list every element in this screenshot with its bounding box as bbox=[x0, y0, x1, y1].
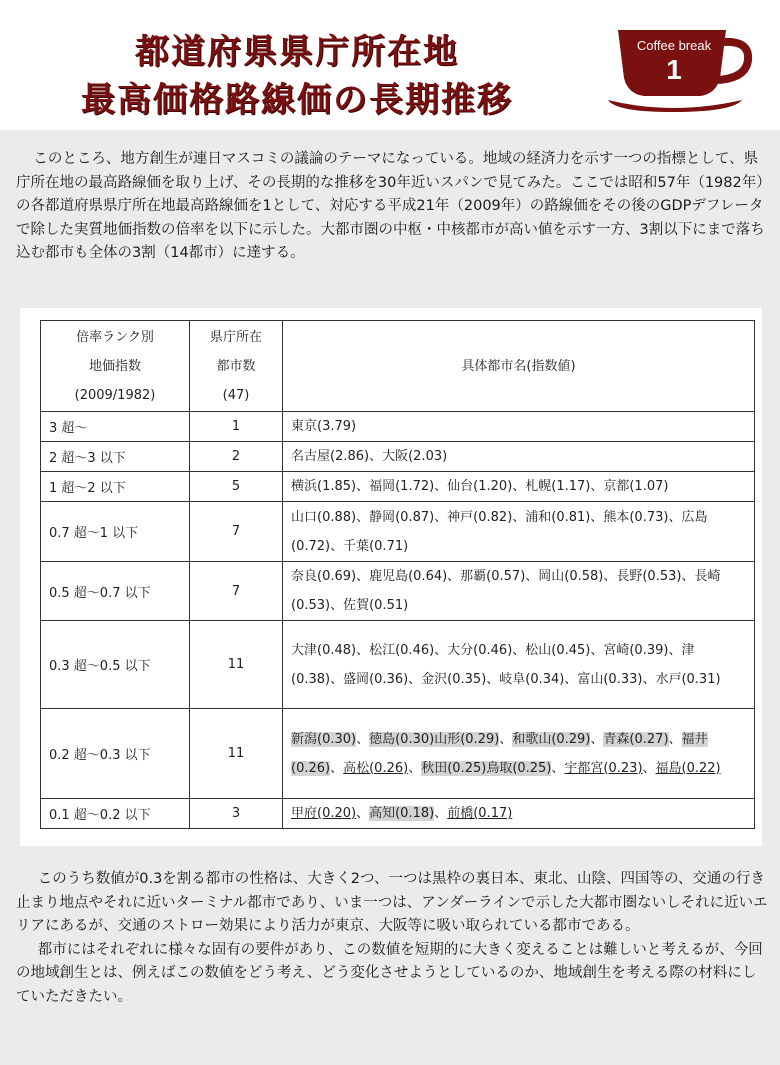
table-row bbox=[41, 412, 755, 442]
table-row bbox=[41, 709, 755, 799]
city-entry-underlined: 甲府(0.20) bbox=[291, 806, 357, 821]
closing-paragraph-2: 都市にはそれぞれに様々な固有の要件があり、この数値を短期的に大きく変えることは難しいと考えるが、今回の地域創生とは、例えばこの数値をどう考え、どう変化させようとしているのか、地域創生を考える際の材料にしていただきたい。 bbox=[16, 941, 763, 1005]
badge-label: Coffee break bbox=[636, 38, 712, 53]
city-entry-underlined: 高松(0.26) bbox=[343, 760, 409, 776]
rank-cell: 0.1 超～0.2 以下 bbox=[41, 799, 190, 829]
city-entry-highlighted: 鳥取(0.25) bbox=[486, 760, 552, 776]
separator: 、 bbox=[330, 760, 344, 776]
separator: 、 bbox=[408, 760, 422, 776]
count-cell: 3 bbox=[190, 799, 283, 829]
table-panel bbox=[20, 308, 762, 846]
city-entry-highlighted: 和歌山(0.29) bbox=[512, 731, 591, 747]
cities-cell: 名古屋(2.86)、大阪(2.03) bbox=[283, 442, 755, 472]
cities-cell: 大津(0.48)、松江(0.46)、大分(0.46)、松山(0.45)、宮崎(0.39)、津(0.38)、盛岡(0.36)、金沢(0.35)、岐阜(0.34)、富山(0.33)、水戸(0.31) bbox=[283, 621, 755, 709]
city-entry-highlighted: 徳島(0.30) bbox=[369, 731, 435, 747]
separator: 、 bbox=[434, 806, 448, 821]
table-header-row bbox=[41, 321, 755, 412]
separator: 、 bbox=[499, 731, 513, 747]
count-cell: 2 bbox=[190, 442, 283, 472]
city-entry-highlighted: 新潟(0.30) bbox=[291, 731, 357, 747]
page-title bbox=[62, 28, 532, 124]
rank-cell: 1 超～2 以下 bbox=[41, 472, 190, 502]
rank-cell: 3 超～ bbox=[41, 412, 190, 442]
table-row bbox=[41, 799, 755, 829]
city-entry-underlined: 宇都宮(0.23) bbox=[564, 760, 643, 776]
city-entry-highlighted: 福井(0.26) bbox=[291, 731, 708, 776]
table-row bbox=[41, 621, 755, 709]
cities-cell: 横浜(1.85)、福岡(1.72)、仙台(1.20)、札幌(1.17)、京都(1.07) bbox=[283, 472, 755, 502]
intro-paragraph: このところ、地方創生が連日マスコミの議論のテーマになっている。地域の経済力を示す一つの指標として、県庁所在地の最高路線価を取り上げ、その長期的な推移を30年近いスパンで見てみた。ここでは昭和57年（1982年）の各都道府県県庁所在地最高路線価を1として、対応する平成21年（2009年）の路線価をその後のGDPデフレータで除した実質地価指数の倍率を以下に示した。大都市圏の中枢・中核都市が高い値を示す一方、3割以下にまで落ち込む都市も全体の3割（14都市）に達する。 bbox=[16, 151, 765, 262]
rank-cell: 2 超～3 以下 bbox=[41, 442, 190, 472]
count-cell: 11 bbox=[190, 709, 283, 799]
table-row bbox=[41, 562, 755, 621]
city-entry-underlined: 前橋(0.17) bbox=[447, 806, 513, 821]
rank-cell: 0.7 超～1 以下 bbox=[41, 502, 190, 562]
badge-number: 1 bbox=[666, 54, 682, 85]
separator: 、 bbox=[668, 731, 682, 747]
separator: 、 bbox=[590, 731, 604, 747]
city-entry-underlined: 福島(0.22) bbox=[655, 760, 721, 776]
table-row bbox=[41, 472, 755, 502]
city-entry-highlighted: 秋田(0.25) bbox=[421, 760, 487, 776]
separator: 、 bbox=[356, 806, 370, 821]
count-cell: 11 bbox=[190, 621, 283, 709]
rank-cell: 0.2 超～0.3 以下 bbox=[41, 709, 190, 799]
separator: 、 bbox=[551, 760, 565, 776]
city-entry-highlighted: 山形(0.29) bbox=[434, 731, 500, 747]
table-row bbox=[41, 502, 755, 562]
closing-paragraph-1: このうち数値が0.3を割る都市の性格は、大きく2つ、一つは黒枠の裏日本、東北、山陰、四国等の、交通の行き止まり地点やそれに近いターミナル都市であり、いま一つは、アンダーラインで示した大都市圏ないしそれに近いエリアにあるが、交通のストロー効果により活力が東京、大阪等に吸い取られている都市である。 bbox=[16, 871, 768, 935]
cities-cell bbox=[283, 799, 755, 829]
rank-cell: 0.5 超～0.7 以下 bbox=[41, 562, 190, 621]
title-line-2: 最高価格路線価の長期推移 bbox=[81, 80, 513, 120]
count-cell: 5 bbox=[190, 472, 283, 502]
cities-cell: 東京(3.79) bbox=[283, 412, 755, 442]
rank-cell: 0.3 超～0.5 以下 bbox=[41, 621, 190, 709]
header-count: 県庁所在 都市数 (47) bbox=[190, 321, 283, 412]
separator: 、 bbox=[642, 760, 656, 776]
table-row bbox=[41, 442, 755, 472]
city-entry-highlighted: 高知(0.18) bbox=[369, 806, 435, 821]
count-cell: 7 bbox=[190, 562, 283, 621]
count-cell: 1 bbox=[190, 412, 283, 442]
cities-cell: 奈良(0.69)、鹿児島(0.64)、那覇(0.57)、岡山(0.58)、長野(0.53)、長崎(0.53)、佐賀(0.51) bbox=[283, 562, 755, 621]
city-entry-highlighted: 青森(0.27) bbox=[603, 731, 669, 747]
closing-text bbox=[16, 868, 768, 1010]
ranking-table bbox=[40, 320, 755, 829]
header-rank: 倍率ランク別 地価指数 (2009/1982) bbox=[41, 321, 190, 412]
cities-cell bbox=[283, 709, 755, 799]
title-line-1: 都道府県県庁所在地 bbox=[135, 32, 459, 72]
header-cities: 具体都市名(指数値) bbox=[283, 321, 755, 412]
separator: 、 bbox=[356, 731, 370, 747]
count-cell: 7 bbox=[190, 502, 283, 562]
cities-cell: 山口(0.88)、静岡(0.87)、神戸(0.82)、浦和(0.81)、熊本(0.73)、広島(0.72)、千葉(0.71) bbox=[283, 502, 755, 562]
